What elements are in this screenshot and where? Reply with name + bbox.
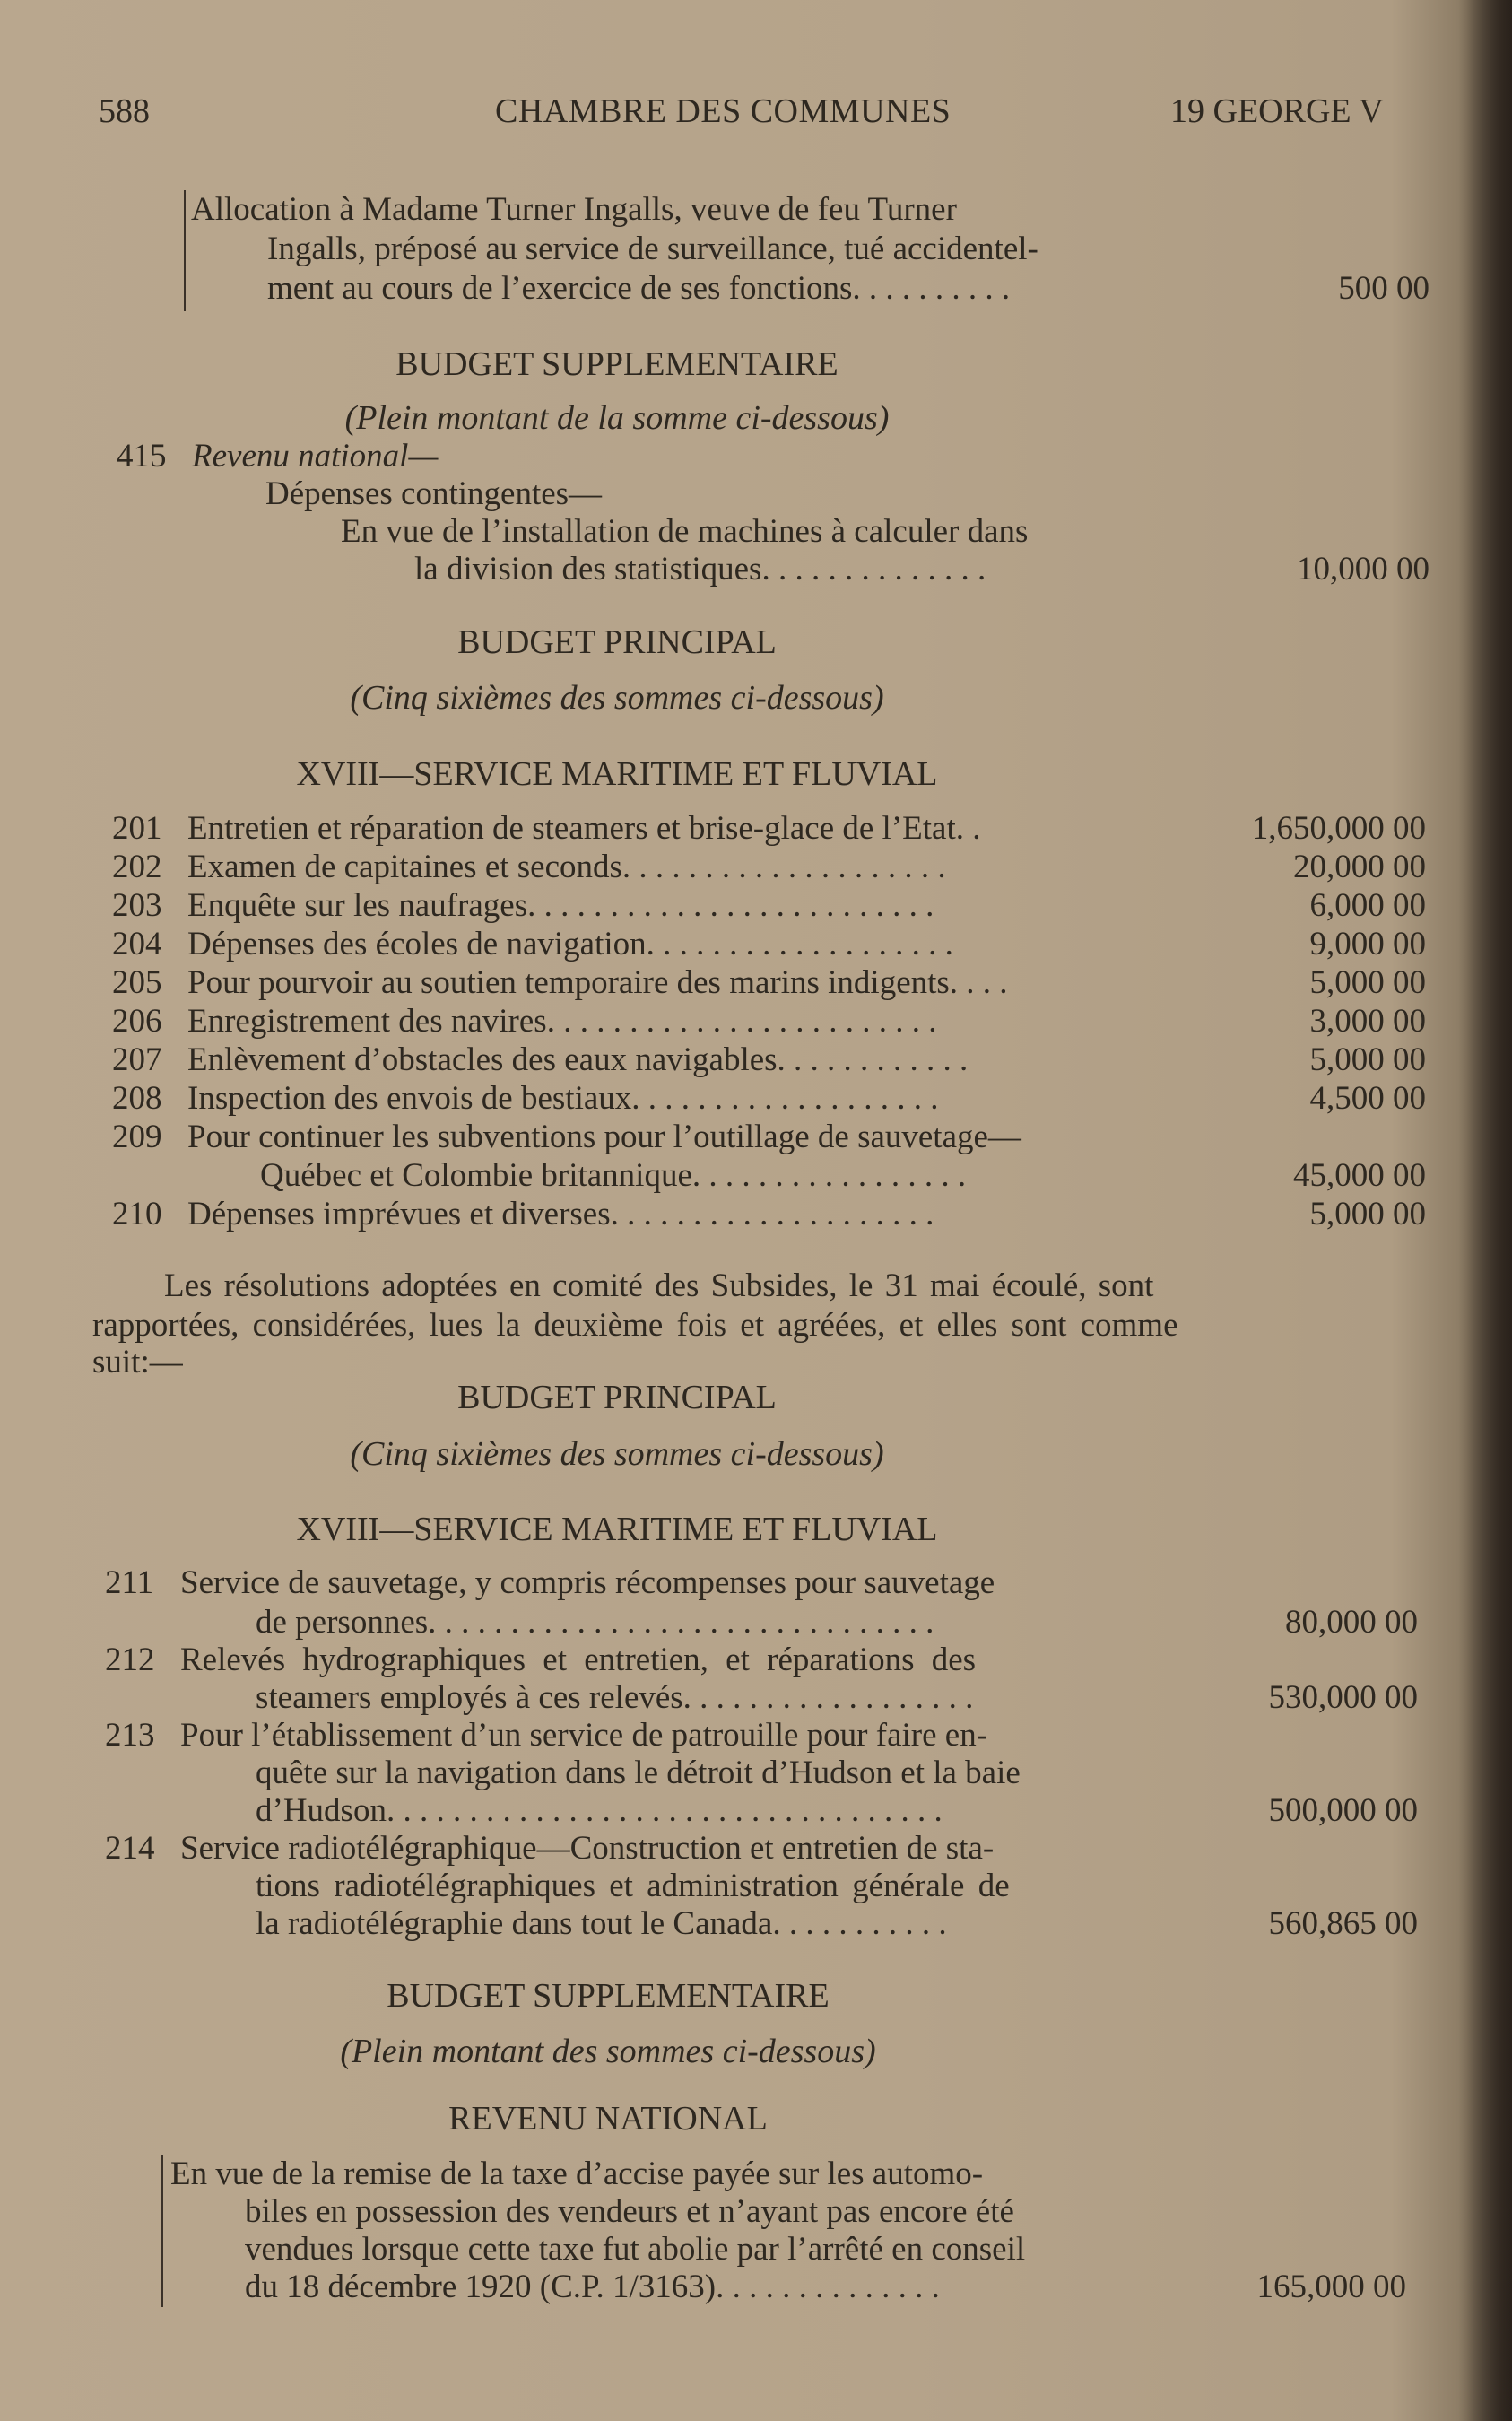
item-text: Dépenses des écoles de navigation. . . . . . . . . . . . . . . . . . . [187, 926, 953, 962]
item-text-continued: tions radiotélégraphiques et administration générale de [256, 1868, 1010, 1904]
remittance-amount: 165,000 00 [1256, 2269, 1406, 2305]
item-text-continued: de personnes. . . . . . . . . . . . . . . . . . . . . . . . . . . . . . . [256, 1604, 934, 1641]
section1-item-number: 415 [117, 438, 167, 475]
section3-subheading: (Cinq sixièmes des sommes ci-dessous) [350, 1435, 884, 1473]
item-amount: 560,865 00 [1268, 1905, 1418, 1942]
item-text-continued: Québec et Colombie britannique. . . . . . . . . . . . . . . . . [260, 1157, 967, 1194]
item-amount: 1,650,000 00 [1251, 810, 1426, 847]
paragraph-line-1: Les résolutions adoptées en comité des Subsides, le 31 mai écoulé, sont [164, 1267, 1154, 1304]
section4-subheading: (Plein montant des sommes ci-dessous) [340, 2033, 876, 2070]
item-number: 206 [112, 1003, 162, 1040]
remittance-line-1: En vue de la remise de la taxe d’accise payée sur les automo- [170, 2155, 984, 2192]
item-number: 211 [105, 1564, 154, 1601]
item-text: Pour pourvoir au soutien temporaire des marins indigents. . . . [187, 964, 1008, 1001]
item-text-continued: quête sur la navigation dans le détroit d’Hudson et la baie [256, 1755, 1021, 1791]
item-number: 213 [105, 1717, 155, 1754]
item-text: Pour l’établissement d’un service de patrouille pour faire en- [180, 1717, 988, 1754]
paragraph-line-3: suit:— [92, 1344, 183, 1380]
section1-desc-line-1: En vue de l’installation de machines à calculer dans [341, 513, 1029, 550]
section2-heading: BUDGET PRINCIPAL [457, 623, 777, 661]
item-number: 208 [112, 1080, 162, 1117]
item-number: 212 [105, 1642, 155, 1678]
item-amount: 80,000 00 [1285, 1604, 1418, 1641]
section1-subheading: (Plein montant de la somme ci-dessous) [344, 399, 890, 437]
header-regnal-year: 19 GEORGE V [1170, 92, 1384, 130]
section4-service-title: REVENU NATIONAL [448, 2100, 768, 2138]
item-amount: 6,000 00 [1309, 887, 1426, 924]
item-text: Enquête sur les naufrages. . . . . . . . . . . . . . . . . . . . . . . . . [187, 887, 934, 924]
section2-subheading: (Cinq sixièmes des sommes ci-dessous) [350, 679, 884, 717]
item-amount: 20,000 00 [1293, 849, 1426, 885]
item-amount: 5,000 00 [1309, 1041, 1426, 1078]
item-amount: 45,000 00 [1293, 1157, 1426, 1194]
item-amount: 4,500 00 [1309, 1080, 1426, 1117]
item-text: Inspection des envois de bestiaux. . . . . . . . . . . . . . . . . . . [187, 1080, 939, 1117]
section2-service-title: XVIII—SERVICE MARITIME ET FLUVIAL [296, 755, 938, 793]
section3-heading: BUDGET PRINCIPAL [457, 1379, 777, 1416]
section1-desc-line-2: la division des statistiques. . . . . . . . . . . . . . [414, 551, 986, 588]
item-number: 214 [105, 1830, 155, 1867]
allocation-line-3: ment au cours de l’exercice de ses fonctions. . . . . . . . . . [267, 270, 1011, 307]
allocation-line-1: Allocation à Madame Turner Ingalls, veuve de feu Turner [191, 191, 957, 228]
item-text: Enlèvement d’obstacles des eaux navigables. . . . . . . . . . . . [187, 1041, 969, 1078]
section1-amount: 10,000 00 [1297, 551, 1429, 588]
item-number: 204 [112, 926, 162, 962]
item-text-continued: d’Hudson. . . . . . . . . . . . . . . . . . . . . . . . . . . . . . . . . . [256, 1792, 943, 1829]
item-number: 210 [112, 1196, 162, 1232]
remittance-line-4: du 18 décembre 1920 (C.P. 1/3163). . . . . . . . . . . . . . [245, 2269, 940, 2305]
page-edge-shadow [1458, 0, 1512, 2421]
item-amount: 5,000 00 [1309, 964, 1426, 1001]
item-number: 205 [112, 964, 162, 1001]
item-text-continued: steamers employés à ces relevés. . . . . . . . . . . . . . . . . . [256, 1679, 974, 1716]
item-amount: 9,000 00 [1309, 926, 1426, 962]
item-number: 203 [112, 887, 162, 924]
item-text: Examen de capitaines et seconds. . . . . . . . . . . . . . . . . . . . [187, 849, 946, 885]
item-number: 201 [112, 810, 162, 847]
item-amount: 3,000 00 [1309, 1003, 1426, 1040]
item-text-continued: la radiotélégraphie dans tout le Canada. . . . . . . . . . . [256, 1905, 947, 1942]
remittance-brace [161, 2155, 163, 2307]
page-number: 588 [99, 92, 150, 130]
item-amount: 500,000 00 [1268, 1792, 1418, 1829]
remittance-line-3: vendues lorsque cette taxe fut abolie par l’arrêté en conseil [245, 2231, 1026, 2268]
section1-subtitle: Dépenses contingentes— [265, 475, 603, 512]
section4-heading: BUDGET SUPPLEMENTAIRE [387, 1977, 830, 2015]
item-amount: 5,000 00 [1309, 1196, 1426, 1232]
allocation-line-2: Ingalls, préposé au service de surveillance, tué accidentel- [267, 231, 1038, 267]
item-amount: 530,000 00 [1268, 1679, 1418, 1716]
item-number: 202 [112, 849, 162, 885]
item-text: Service de sauvetage, y compris récompenses pour sauvetage [180, 1564, 995, 1601]
item-text: Relevés hydrographiques et entretien, et réparations des [180, 1642, 977, 1678]
section1-item-title: Revenu national— [192, 438, 439, 475]
allocation-amount: 500 00 [1338, 270, 1429, 307]
item-text: Pour continuer les subventions pour l’outillage de sauvetage— [187, 1119, 1021, 1155]
item-number: 209 [112, 1119, 162, 1155]
section1-heading: BUDGET SUPPLEMENTAIRE [395, 345, 839, 383]
running-header [0, 91, 1512, 136]
item-text: Entretien et réparation de steamers et brise-glace de l’Etat. . [187, 810, 981, 847]
section3-service-title: XVIII—SERVICE MARITIME ET FLUVIAL [296, 1511, 938, 1548]
remittance-line-2: biles en possession des vendeurs et n’ayant pas encore été [245, 2193, 1014, 2230]
paragraph-line-2: rapportées, considérées, lues la deuxième fois et agréées, et elles sont comme [92, 1307, 1178, 1344]
header-title: CHAMBRE DES COMMUNES [495, 92, 952, 130]
item-text: Enregistrement des navires. . . . . . . . . . . . . . . . . . . . . . . . [187, 1003, 937, 1040]
item-text: Dépenses imprévues et diverses. . . . . . . . . . . . . . . . . . . . [187, 1196, 934, 1232]
item-number: 207 [112, 1041, 162, 1078]
item-text: Service radiotélégraphique—Construction et entretien de sta- [180, 1830, 995, 1867]
allocation-brace [184, 190, 186, 311]
